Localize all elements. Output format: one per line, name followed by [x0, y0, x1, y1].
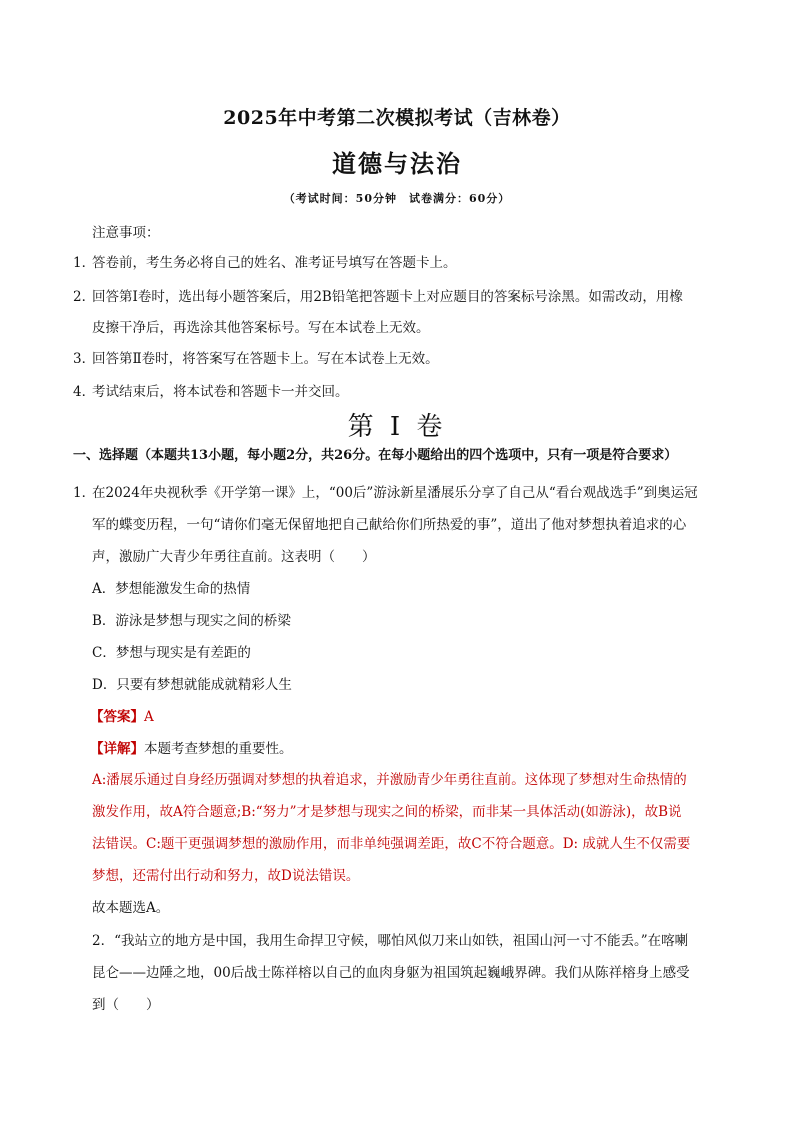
- question-text: 在2024年央视秋季《开学第一课》上，“00后”游泳新星潘展乐分享了自己从“看台观战选手”到奥运冠: [92, 485, 698, 501]
- option-d: D．只要有梦想就能成就精彩人生: [92, 677, 292, 693]
- answer-tag: 【答案】: [90, 709, 144, 725]
- conclusion-text: 故本题选A。: [92, 900, 170, 916]
- option-c: C．梦想与现实是有差距的: [92, 645, 251, 661]
- note-number: 2．: [73, 289, 96, 305]
- subject-title: 道德与法治: [332, 150, 462, 178]
- exam-title: 2025年中考第二次模拟考试（吉林卷）: [223, 107, 571, 129]
- analysis-text: 激发作用，故A符合题意;B:“努力”才是梦想与现实之间的桥梁，而非某一具体活动(如游泳)，故B说: [92, 804, 682, 820]
- option-a: A．梦想能激发生命的热情: [92, 581, 251, 597]
- note-number: 4．: [73, 384, 96, 400]
- question-text: 军的蝶变历程，一句“请你们毫无保留地把自己献给你们所热爱的事”，道出了他对梦想执着追求的心: [92, 517, 687, 533]
- exam-info: （考试时间：50分钟 试卷满分：60分）: [283, 192, 511, 205]
- note-text: 皮擦干净后，再选涂其他答案标号。写在本试卷上无效。: [92, 320, 430, 336]
- analysis-text: 梦想，还需付出行动和努力，故D说法错误。: [92, 868, 360, 884]
- question-text: “我站立的地方是中国，我用生命捍卫守候，哪怕风似刀来山如铁，祖国山河一寸不能丢。”在喀喇: [114, 933, 689, 949]
- note-number: 1．: [73, 255, 96, 271]
- question-2-text: [92, 929, 688, 949]
- answer-value: A: [144, 709, 154, 725]
- note-text: 考试结束后，将本试卷和答题卡一并交回。: [92, 384, 349, 400]
- volume-title: 第 I 卷: [347, 412, 447, 442]
- question-number: 1．: [73, 485, 96, 501]
- option-b: B．游泳是梦想与现实之间的桥梁: [92, 613, 291, 629]
- detail-intro: 本题考查梦想的重要性。: [144, 741, 293, 757]
- question-text: 到（ ）: [92, 997, 160, 1013]
- question-number: 2．: [92, 933, 115, 949]
- notes-heading: 注意事项：: [92, 225, 160, 241]
- note-text: 答卷前，考生务必将自己的姓名、准考证号填写在答题卡上。: [92, 255, 457, 271]
- analysis-text: A:潘展乐通过自身经历强调对梦想的执着追求，并激励青少年勇往直前。这体现了梦想对生命热情的: [92, 772, 687, 788]
- note-text: 回答第Ⅱ卷时，将答案写在答题卡上。写在本试卷上无效。: [92, 351, 439, 367]
- note-number: 3．: [73, 351, 96, 367]
- detail-line: [90, 737, 293, 757]
- answer-line: [90, 705, 154, 725]
- section-heading: 一、选择题（本题共13小题，每小题2分，共26分。在每小题给出的四个选项中，只有一项是符合要求）: [73, 448, 678, 463]
- question-text: 昆仑——边陲之地，00后战士陈祥榕以自己的血肉身躯为祖国筑起巍峨界碑。我们从陈祥榕身上感受: [92, 965, 690, 981]
- analysis-text: 法错误。C:题干更强调梦想的激励作用，而非单纯强调差距，故C不符合题意。D: 成就人生不仅需要: [92, 836, 691, 852]
- question-text: 声，激励广大青少年勇往直前。这表明（ ）: [92, 549, 376, 565]
- note-text: 回答第Ⅰ卷时，选出每小题答案后，用2B铅笔把答题卡上对应题目的答案标号涂黑。如需改动，用橡: [92, 289, 683, 305]
- detail-tag: 【详解】: [90, 741, 144, 757]
